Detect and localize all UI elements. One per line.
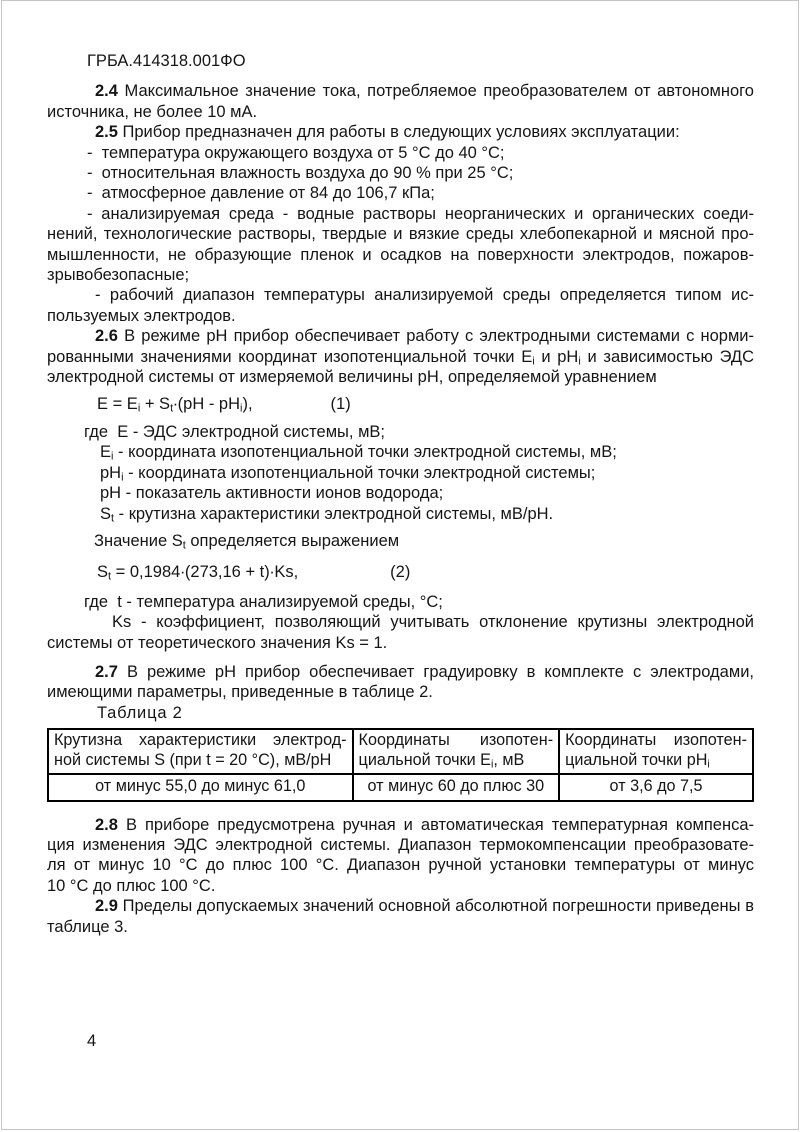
para-2-4-line-2: [47, 102, 754, 122]
text-segment: циальной точки Е: [358, 750, 491, 769]
text-segment: рН - показатель активности ионов водорода;: [100, 484, 444, 503]
table2-header: [48, 729, 753, 774]
bullet-working-range-line-1: [47, 285, 754, 305]
para-2-6-line-2: [47, 347, 754, 367]
text-segment: ция изменения ЭДС электродной системы. Диапазон термокомпенсации преобразовате-: [47, 835, 754, 854]
formula-2: [47, 562, 754, 582]
subscript: i: [121, 471, 124, 484]
text-segment: ной системы S (при t = 20 °С), мВ/рН: [54, 750, 332, 769]
subscript: i: [578, 355, 581, 368]
subscript: t: [170, 402, 174, 415]
para-2-8-line-3: [47, 855, 754, 875]
text-segment: определяется выражением: [185, 531, 400, 550]
text-segment: Крутизна характеристики электрод-: [54, 731, 347, 750]
text-segment: В режиме рН прибор обеспечивает градуировку в комплекте с электродами,: [117, 662, 754, 681]
text-segment: S: [100, 504, 112, 523]
formula-number: (1): [330, 394, 351, 413]
table2-body: [48, 774, 753, 801]
table2-cell-slope-range: от минус 55,0 до минус 61,0: [48, 774, 353, 801]
bullet-pressure: [47, 183, 754, 203]
formula-2-where-line-1: [47, 592, 754, 612]
text-segment: нений, технологические растворы, твердые и вязкие среды хлебопекарной и мясной про-: [47, 225, 754, 244]
table2: [47, 728, 754, 801]
text-segment: - относительная влажность воздуха до 90 % при 25 °С;: [87, 164, 514, 183]
table2-col1-header-line-1: [54, 731, 347, 751]
formula-2-where-line-3: [47, 633, 754, 653]
text-segment: Е = Е: [97, 394, 138, 413]
formula-number: (2): [390, 563, 411, 582]
subscript: t: [108, 570, 112, 583]
text-segment: Ks - коэффициент, позволяющий учитывать отклонение крутизны электродной: [112, 613, 754, 632]
text-segment: 2.7: [95, 662, 118, 681]
text-segment: В режиме рН прибор обеспечивает работу с электродными системами с норми-: [117, 327, 754, 346]
text-segment: электродной системы от измеряемой величины рН, определяемой уравнением: [47, 368, 657, 387]
bullet-working-range-line-2: [47, 306, 754, 326]
bullet-medium-line-3: [47, 245, 754, 265]
subscript: i: [490, 758, 494, 771]
text-segment: где Е - ЭДС электродной системы, мВ;: [84, 422, 386, 441]
text-segment: Координаты изопотен-: [358, 731, 554, 750]
subscript: i: [532, 355, 535, 368]
text-segment: источника, не более 10 мА.: [47, 102, 258, 121]
formula-1-where-line-2: [47, 442, 754, 462]
bullet-medium-line-4: [47, 265, 754, 285]
subscript: i: [707, 758, 710, 771]
page-content: [47, 51, 754, 937]
formula-1-where-line-3: [47, 463, 754, 483]
table2-cell-phi-range: от 3,6 до 7,5: [559, 774, 753, 801]
subscript: i: [137, 402, 141, 415]
text-segment: Значение S: [94, 531, 183, 550]
text-segment: имеющими параметры, приведенные в таблице 2.: [47, 683, 433, 702]
para-2-9-line-2: [47, 917, 754, 937]
text-segment: В приборе предусмотрена ручная и автоматическая температурная компенса-: [117, 815, 754, 834]
text-segment: - температура окружающего воздуха от 5 °С до 40 °С;: [87, 143, 505, 162]
table2-caption: Таблица 2: [97, 703, 183, 722]
doc-code: ГРБА.414318.001ФО: [87, 52, 246, 70]
text-segment: зрывобезопасные;: [47, 266, 190, 285]
text-segment: таблице 3.: [47, 917, 128, 936]
table2-col3-header: [559, 729, 753, 774]
formula-2-where-line-2: [47, 612, 754, 632]
text-segment: Е: [100, 443, 112, 462]
text-segment: ∙(рН - рН: [173, 394, 241, 413]
text-segment: - анализируемая среда - водные растворы неорганических и органических соеди-: [87, 204, 754, 223]
bullet-temperature: [47, 143, 754, 163]
para-2-4-line-1: [47, 81, 754, 101]
subscript: t: [182, 539, 186, 552]
page-number: 4: [87, 1032, 97, 1050]
para-2-6-line-3: [47, 367, 754, 387]
table2-col2-header-line-1: [359, 731, 554, 751]
para-2-5-line-1: [47, 122, 754, 142]
para-2-8-line-1: [47, 815, 754, 835]
formula-1-where-line-5: [47, 504, 754, 524]
table2-header-row: [48, 729, 753, 774]
para-2-9-line-1: [47, 896, 754, 916]
para-2-8-line-2: [47, 835, 754, 855]
text-segment: пользуемых электродов.: [47, 306, 236, 325]
table2-cell-ei-range: от минус 60 до плюс 30: [353, 774, 560, 801]
text-segment: Прибор предназначен для работы в следующих условиях эксплуатации:: [117, 123, 680, 142]
bullet-humidity: [47, 163, 754, 183]
table2-data-row: [48, 774, 753, 801]
text-segment: и рН: [534, 347, 579, 366]
table2-col2-header: [353, 729, 560, 774]
text-segment: - рабочий диапазон температуры анализируемой среды определяется типом ис-: [95, 286, 754, 305]
text-segment: + S: [140, 394, 171, 413]
bullet-medium-line-1: [47, 204, 754, 224]
text-segment: циальной точки рН: [565, 750, 708, 769]
table2-col1-header-line-2: [54, 751, 347, 771]
para-2-6-line-1: [47, 326, 754, 346]
text-segment: 2.4: [95, 82, 118, 101]
para-2-7-line-2: [47, 682, 754, 702]
text-segment: мышленности, не образующие пленок и осадков на поверхности электродов, пожаров-: [47, 245, 754, 264]
text-segment: - координата изопотенциальной точки электродной системы;: [123, 463, 596, 482]
text-segment: ля от минус 10 °С до плюс 100 °С. Диапазон ручной установки температуры от минус: [47, 856, 754, 875]
formula-1-where-line-4: [47, 483, 754, 503]
text-segment: - атмосферное давление от 84 до 106,7 кПа;: [87, 184, 435, 203]
text-segment: Координаты изопотен-: [565, 731, 747, 750]
text-segment: и зависимостью ЭДС: [580, 347, 754, 366]
para-2-7-line-1: [47, 662, 754, 682]
text-segment: где t - температура анализируемой среды, °С;: [84, 592, 443, 611]
subscript: i: [111, 450, 114, 463]
text-segment: , мВ: [493, 750, 525, 769]
text-segment: - крутизна характеристики электродной системы, мВ/рН.: [114, 504, 554, 523]
subscript: i: [240, 402, 243, 415]
subscript: t: [111, 512, 115, 525]
table2-col1-header: [48, 729, 353, 774]
text-segment: ),: [242, 394, 253, 413]
table2-col3-header-line-2: [565, 751, 747, 771]
st-definition-intro: [47, 531, 754, 551]
body-text-before-table: [47, 81, 754, 702]
text-segment: 2.5: [95, 123, 118, 142]
bullet-medium-line-2: [47, 224, 754, 244]
text-segment: Максимальное значение тока, потребляемое преобразователем от автономного: [117, 82, 754, 101]
text-segment: системы от теоретического значения Ks = 1.: [47, 633, 388, 652]
formula-1-where-line-1: [47, 422, 754, 442]
text-segment: Пределы допускаемых значений основной абсолютной погрешности приведены в: [117, 897, 754, 916]
text-segment: 2.8: [95, 815, 118, 834]
formula-1: [47, 394, 754, 414]
table2-col2-header-line-2: [359, 751, 554, 771]
text-segment: 10 °С до плюс 100 °С.: [47, 876, 216, 895]
text-segment: рованными значениями координат изопотенциальной точки Е: [47, 347, 533, 366]
text-segment: рН: [100, 463, 122, 482]
document-page: [1, 0, 799, 1130]
table2-col3-header-line-1: [565, 731, 747, 751]
para-2-8-line-4: [47, 876, 754, 896]
text-segment: - координата изопотенциальной точки электродной системы, мВ;: [113, 443, 617, 462]
text-segment: = 0,1984∙(273,16 + t)∙Ks,: [111, 563, 299, 582]
text-segment: 2.9: [95, 897, 118, 916]
text-segment: 2.6: [95, 327, 118, 346]
text-segment: S: [97, 563, 109, 582]
body-text-after-table: [47, 815, 754, 937]
